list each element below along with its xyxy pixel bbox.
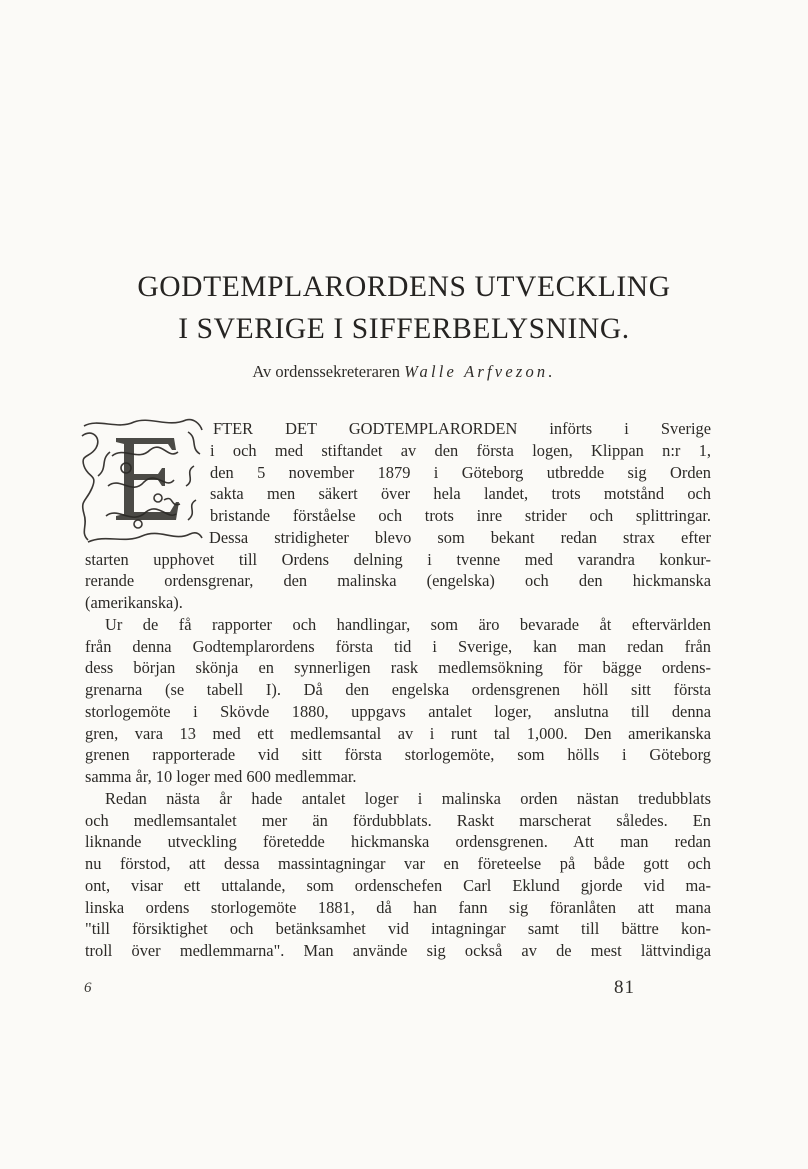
body-line: Ur de få rapporter och handlingar, som äro bevarade åt eftervärlden xyxy=(105,614,711,634)
drop-cap-letter: E xyxy=(148,486,149,487)
body-line: linska ordens storlogemöte 1881, då han fann sig föranlåten att mana xyxy=(85,897,711,917)
body-line: liknande utveckling företedde hickmanska ordensgrenen. Att man redan xyxy=(85,832,711,852)
body-line: i och med stiftandet av den första logen, Klippan n:r 1, xyxy=(210,440,711,460)
body-line: troll över medlemmarna". Man använde sig också av de mest lättvindiga xyxy=(85,941,711,960)
body-line: Dessa stridigheter blevo som bekant redan strax efter xyxy=(209,527,711,547)
body-line: (amerikanska). xyxy=(85,593,183,612)
body-line: och medlemsantalet mer än fördubblats. Raskt marscherat således. En xyxy=(85,810,711,830)
signature-mark: 6 xyxy=(84,980,92,996)
body-line: den 5 november 1879 i Göteborg utbredde sig Orden xyxy=(210,462,711,482)
byline xyxy=(0,362,808,382)
page-number: 81 xyxy=(614,977,635,998)
body-line: från denna Godtemplarordens första tid i Sverige, kan man redan från xyxy=(85,636,711,656)
body-line: "till försiktighet och betänksamhet vid intagningar samt till bättre kon- xyxy=(85,919,711,939)
body-line: gren, vara 13 med ett medlemsantal av i runt tal 1,000. Den amerikanska xyxy=(85,723,711,743)
byline-author: Walle Arfvezon. xyxy=(404,362,556,381)
article-title xyxy=(60,266,748,350)
drop-cap-ornament xyxy=(78,416,206,546)
body-line: bristande förståelse och trots inre strider och splittringar. xyxy=(210,506,711,525)
body-line: grenarna (se tabell I). Då den engelska ordensgrenen höll sitt första xyxy=(85,680,711,699)
body-line: Redan nästa år hade antalet loger i malinska orden nästan tredubblats xyxy=(105,788,711,808)
body-line: dess början skönja en synnerligen rask medlemsökning för bägge ordens- xyxy=(85,658,711,678)
body-line: samma år, 10 loger med 600 medlemmar. xyxy=(85,767,357,786)
body-line: sakta men säkert över hela landet, trots motstånd och xyxy=(210,484,711,504)
title-line-1: GODTEMPLARORDENS UTVECKLING xyxy=(137,271,671,303)
byline-prefix: Av ordenssekreteraren xyxy=(252,362,400,381)
body-line: starten upphovet till Ordens delning i tvenne med varandra konkur- xyxy=(85,549,711,569)
body-line: FTER DET GODTEMPLARORDEN införts i Sverige xyxy=(213,419,711,438)
body-line: nu förstod, att dessa massintagningar var en företeelse på både gott och xyxy=(85,854,711,873)
body-line: rerande ordensgrenar, den malinska (engelska) och den hickmanska xyxy=(85,571,711,591)
title-line-2: I SVERIGE I SIFFERBELYSNING. xyxy=(178,313,630,345)
body-line: storlogemöte i Skövde 1880, uppgavs antalet loger, anslutna till denna xyxy=(85,701,711,721)
body-line: ont, visar ett uttalande, som ordenschefen Carl Eklund gjorde vid ma- xyxy=(85,875,711,895)
body-line: grenen rapporterade vid sitt första storlogemöte, som hölls i Göteborg xyxy=(85,745,711,765)
